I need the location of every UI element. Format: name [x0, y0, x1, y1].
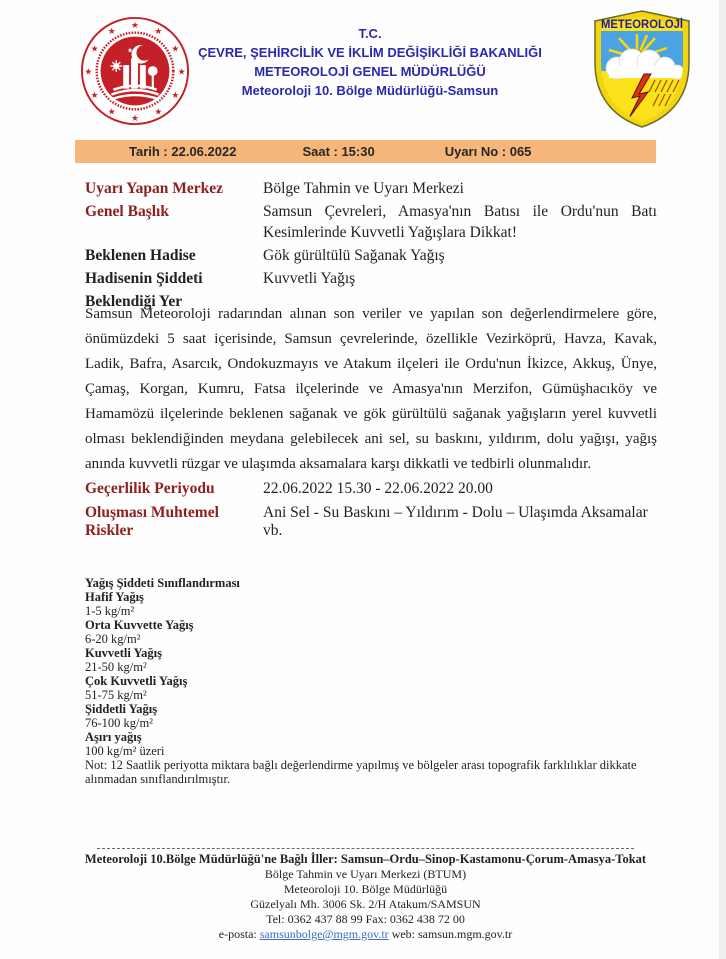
header-line-directorate: METEOROLOJİ GENEL MÜDÜRLÜĞÜ	[254, 64, 486, 79]
svg-text:★: ★	[171, 91, 180, 102]
web-label: web: samsun.mgm.gov.tr	[388, 927, 513, 941]
field-row-validity-period	[85, 480, 657, 498]
email-link[interactable]: samsunbolge@mgm.gov.tr	[259, 927, 389, 941]
rainfall-classification	[85, 576, 651, 786]
field-label: Hadisenin Şiddeti	[85, 270, 203, 287]
classification-range: 21-50 kg/m²	[85, 660, 147, 674]
svg-text:★: ★	[127, 46, 134, 55]
field-value: Gök gürültülü Sağanak Yağış	[263, 247, 445, 264]
svg-text:★: ★	[154, 107, 163, 118]
field-row-expected-event	[85, 245, 657, 266]
field-row-general-title	[85, 201, 657, 243]
classification-name: Şiddetli Yağış	[85, 702, 158, 716]
classification-range: 100 kg/m² üzeri	[85, 744, 165, 758]
header-line-ministry: ÇEVRE, ŞEHİRCİLİK VE İKLİM DEĞİŞİKLİĞİ BAKANLIĞI	[198, 45, 542, 60]
time-field: Saat : 15:30	[302, 144, 375, 159]
svg-text:★: ★	[90, 91, 99, 102]
classification-range: 76-100 kg/m²	[85, 716, 153, 730]
footer-dashed-divider	[97, 848, 634, 849]
classification-range: 6-20 kg/m²	[85, 632, 141, 646]
svg-text:★: ★	[131, 20, 139, 31]
field-row-possible-risks	[85, 504, 657, 540]
classification-name: Orta Kuvvette Yağış	[85, 618, 194, 632]
meteorology-shield-logo	[586, 8, 698, 135]
footer-phone-line: Tel: 0362 437 88 99 Fax: 0362 438 72 00	[266, 912, 465, 926]
document-footer	[75, 848, 656, 942]
footer-center-line: Bölge Tahmin ve Uyarı Merkezi (BTUM)	[264, 867, 467, 881]
footer-directorate-line: Meteoroloji 10. Bölge Müdürlüğü	[283, 882, 448, 896]
shield-logo-text: METEOROLOJİ	[601, 17, 689, 31]
field-label: Geçerlilik Periyodu	[85, 480, 215, 497]
field-label: Oluşması Muhtemel Riskler	[85, 504, 219, 539]
svg-text:★: ★	[90, 44, 99, 55]
field-label: Beklenen Hadise	[85, 247, 196, 264]
warning-number-field: Uyarı No : 065	[444, 144, 532, 159]
classification-title: Yağış Şiddeti Sınıflandırması	[85, 576, 240, 590]
field-value: Bölge Tahmin ve Uyarı Merkezi	[263, 180, 464, 197]
warning-body-paragraph: Samsun Meteoroloji radarından alınan son veriler ve yapılan son değerlendirmelere göre, önümüzdeki 5 saat içerisinde, Samsun çevrelerinde, özellikle Vezirköprü, Havza, Kavak, Ladik, Bafra, Asarcık, Ondokuzmayıs ve Atakum ilçeleri ile Ordu'nun İkizce, Akkuş, Ünye, Çamaş, Korgan, Kumru, Fatsa ilçelerinde ve Amasya'nın Merzifon, Gümüşhacıköy ve Hamamözü ilçelerinde beklenen sağanak ve gök gürültülü sağanak yağışların yerel kuvvetli olması beklendiğinden meydana gelebilecek ani sel, su baskını, yıldırım, dolu yağışı, yağış anında kuvvetli rüzgar ve ulaşımda aksamalara karşı dikkatli ve tedbirli olunmalıdır.	[85, 306, 657, 472]
field-value: Kuvvetli Yağış	[263, 270, 356, 287]
svg-text:★: ★	[107, 107, 116, 118]
footer-contact-line	[75, 927, 656, 942]
footer-provinces-line: Meteoroloji 10.Bölge Müdürlüğü'ne Bağlı İller: Samsun–Ordu–Sinop-Kastamonu-Çorum-Amasya-Tokat	[84, 852, 647, 866]
svg-text:★: ★	[177, 67, 186, 78]
classification-name: Kuvvetli Yağış	[85, 646, 162, 660]
header-line-region: Meteoroloji 10. Bölge Müdürlüğü-Samsun	[241, 83, 499, 98]
field-label: Genel Başlık	[85, 203, 169, 220]
svg-text:★: ★	[154, 27, 163, 38]
footer-address-line: Güzelyalı Mh. 3006 Sk. 2/H Atakum/SAMSUN	[250, 897, 481, 911]
field-row-event-severity	[85, 268, 657, 289]
header-line-tc: T.C.	[358, 26, 382, 41]
field-value: Samsun Çevreleri, Amasya'nın Batısı ile Ordu'nun Batı Kesimlerinde Kuvvetli Yağışlara Dikkat!	[263, 203, 657, 241]
field-label: Uyarı Yapan Merkez	[85, 180, 224, 197]
svg-text:★: ★	[84, 67, 93, 78]
classification-name: Çok Kuvvetli Yağış	[85, 674, 188, 688]
field-value: Ani Sel - Su Baskını – Yıldırım - Dolu – Ulaşımda Aksamalar vb.	[263, 504, 648, 539]
classification-note: Not: 12 Saatlik periyotta miktara bağlı değerlendirme yapılmış ve bölgeler arası topografik farklılıklar dikkate alınmadan sınıflandırılmıştır.	[85, 758, 637, 786]
document-header-title	[160, 24, 580, 100]
photo-edge-shadow	[719, 0, 726, 959]
field-value: 22.06.2022 15.30 - 22.06.2022 20.00	[263, 480, 493, 497]
warning-info-bar	[75, 140, 656, 163]
date-field: Tarih : 22.06.2022	[129, 144, 237, 159]
classification-range: 1-5 kg/m²	[85, 604, 135, 618]
classification-name: Aşırı yağış	[85, 730, 142, 744]
svg-text:★: ★	[131, 114, 139, 125]
field-label: Beklendiği Yer	[85, 293, 183, 310]
email-label: e-posta:	[218, 927, 260, 941]
classification-name: Hafif Yağış	[85, 590, 144, 604]
svg-text:★: ★	[171, 44, 180, 55]
warning-fields	[85, 178, 657, 314]
svg-text:★: ★	[107, 27, 116, 38]
classification-range: 51-75 kg/m²	[85, 688, 147, 702]
meteorology-shield-icon	[586, 8, 698, 130]
field-row-issuing-center	[85, 178, 657, 199]
